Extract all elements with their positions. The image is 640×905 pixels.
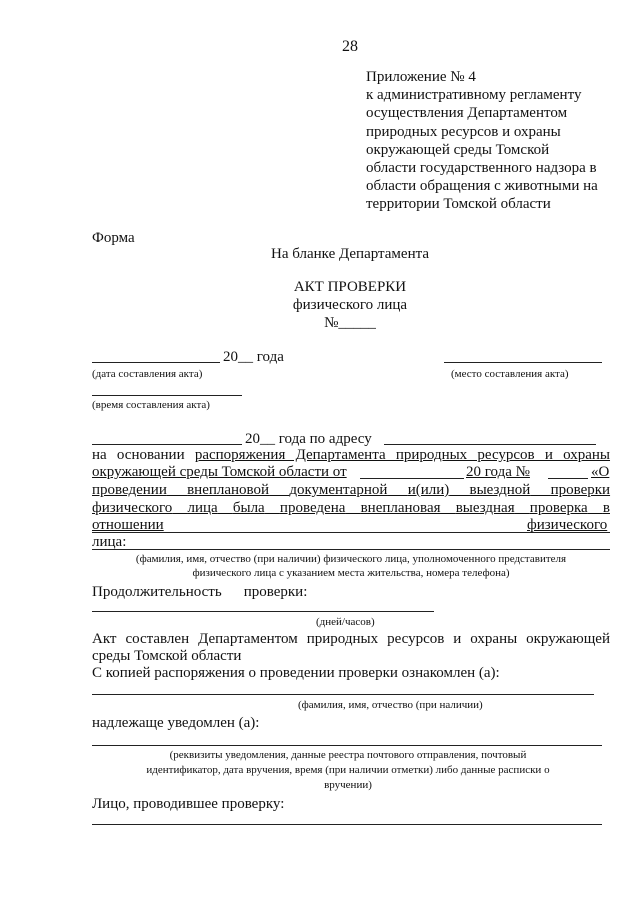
- appendix-line: осуществления Департаментом: [366, 105, 568, 122]
- word: Акт: [92, 631, 117, 647]
- time-caption: (время составления акта): [92, 399, 210, 411]
- word: внеплановой: [187, 482, 270, 498]
- duration-caption: (дней/часов): [316, 616, 375, 628]
- appendix-line: Приложение № 4: [366, 69, 476, 85]
- appendix-line: окружающей среды Томской: [366, 141, 550, 158]
- word: составлен: [125, 631, 190, 647]
- word: в: [602, 500, 610, 516]
- word: проведении: [92, 482, 167, 498]
- word: выездная: [455, 500, 515, 516]
- body-line-2: [92, 446, 610, 464]
- body-date-line: [92, 444, 242, 445]
- inspector-blank-line: [92, 824, 602, 825]
- acquainted-caption: (фамилия, имя, отчество (при наличии): [298, 699, 483, 711]
- document-subtitle: физического лица: [292, 297, 408, 313]
- body-line-5: [92, 499, 610, 517]
- duration-label: [92, 583, 307, 601]
- date-year: 20__ года: [223, 349, 284, 365]
- order-number-line: [548, 478, 588, 479]
- person-caption-1: (фамилия, имя, отчество (при наличии) физического лица, уполномоченного представителя: [135, 553, 567, 565]
- time-blank-line: [92, 395, 242, 396]
- body-year-address: 20__ года по адресу: [245, 431, 372, 447]
- word: Департаментом: [198, 631, 298, 647]
- date-blank-line: [92, 362, 220, 363]
- composed-line-2: среды Томской области: [92, 648, 242, 664]
- word: окружающей: [526, 631, 610, 647]
- page-number: 28: [342, 38, 358, 55]
- form-label: Форма: [92, 230, 135, 246]
- notified-caption-2: идентификатор, дата вручения, время (при наличии отметки) либо данные расписки о: [146, 764, 550, 776]
- word: проведена: [279, 500, 346, 516]
- acquainted-label: С копией распоряжения о проведении проверки ознакомлен (а):: [92, 665, 500, 681]
- date-caption: (дата составления акта): [92, 368, 203, 380]
- word: документарной: [289, 482, 388, 498]
- notified-caption-3: вручении): [324, 779, 372, 791]
- duration-label-b: проверки:: [243, 584, 308, 600]
- person-caption-2: физического лица с указанием места жительства, номера телефона): [192, 567, 510, 579]
- word: ресурсов: [387, 631, 445, 647]
- word: охраны: [470, 631, 518, 647]
- subject-line-2: [92, 549, 610, 550]
- word: была: [232, 500, 265, 516]
- notified-caption-1: (реквизиты уведомления, данные реестра почтового отправления, почтовый: [169, 749, 527, 761]
- duration-label-a: Продолжительность: [92, 584, 222, 600]
- word: проверка: [529, 500, 588, 516]
- composed-line-1: [92, 630, 610, 648]
- notified-label: надлежаще уведомлен (а):: [92, 715, 260, 731]
- order-date-line: [360, 478, 464, 479]
- appendix-line: природных ресурсов и охраны: [366, 123, 561, 140]
- body-line-3a: окружающей среды Томской области от: [92, 464, 347, 480]
- appendix-block: [366, 68, 598, 214]
- word: внеплановая: [360, 500, 441, 516]
- place-blank-line: [444, 362, 602, 363]
- appendix-line: территории Томской области: [366, 196, 551, 213]
- order-reference: распоряжения Департамента природных ресурсов и охраны: [194, 447, 611, 463]
- word: проверки: [550, 482, 611, 498]
- word: и: [453, 631, 462, 647]
- body-line-7: лица:: [92, 534, 127, 550]
- word: выездной: [469, 482, 531, 498]
- document-number: №_____: [324, 315, 376, 331]
- inspector-label: Лицо, проводившее проверку:: [92, 796, 285, 812]
- body-line-6b: физического: [527, 517, 608, 533]
- subject-line: [92, 532, 610, 533]
- letterhead-note: На бланке Департамента: [270, 246, 430, 262]
- word: физического: [92, 500, 173, 516]
- body-line-3c: «О: [591, 464, 610, 480]
- body-line-4: [92, 481, 610, 499]
- place-caption: (место составления акта): [451, 368, 569, 380]
- acquainted-blank-line: [92, 694, 594, 695]
- body-text: на основании: [92, 447, 185, 463]
- word: природных: [306, 631, 379, 647]
- document-title: АКТ ПРОВЕРКИ: [293, 279, 407, 295]
- body-line-3b: 20 года №: [466, 464, 530, 480]
- word: лица: [187, 500, 218, 516]
- notified-blank-line: [92, 745, 602, 746]
- appendix-line: к административному регламенту: [366, 87, 582, 104]
- body-line-6a: отношении: [92, 517, 164, 533]
- appendix-line: области государственного надзора в: [366, 160, 597, 177]
- word: и(или): [407, 482, 450, 498]
- address-blank-line: [384, 444, 596, 445]
- appendix-line: области обращения с животными на: [366, 178, 598, 195]
- duration-blank-line: [92, 611, 434, 612]
